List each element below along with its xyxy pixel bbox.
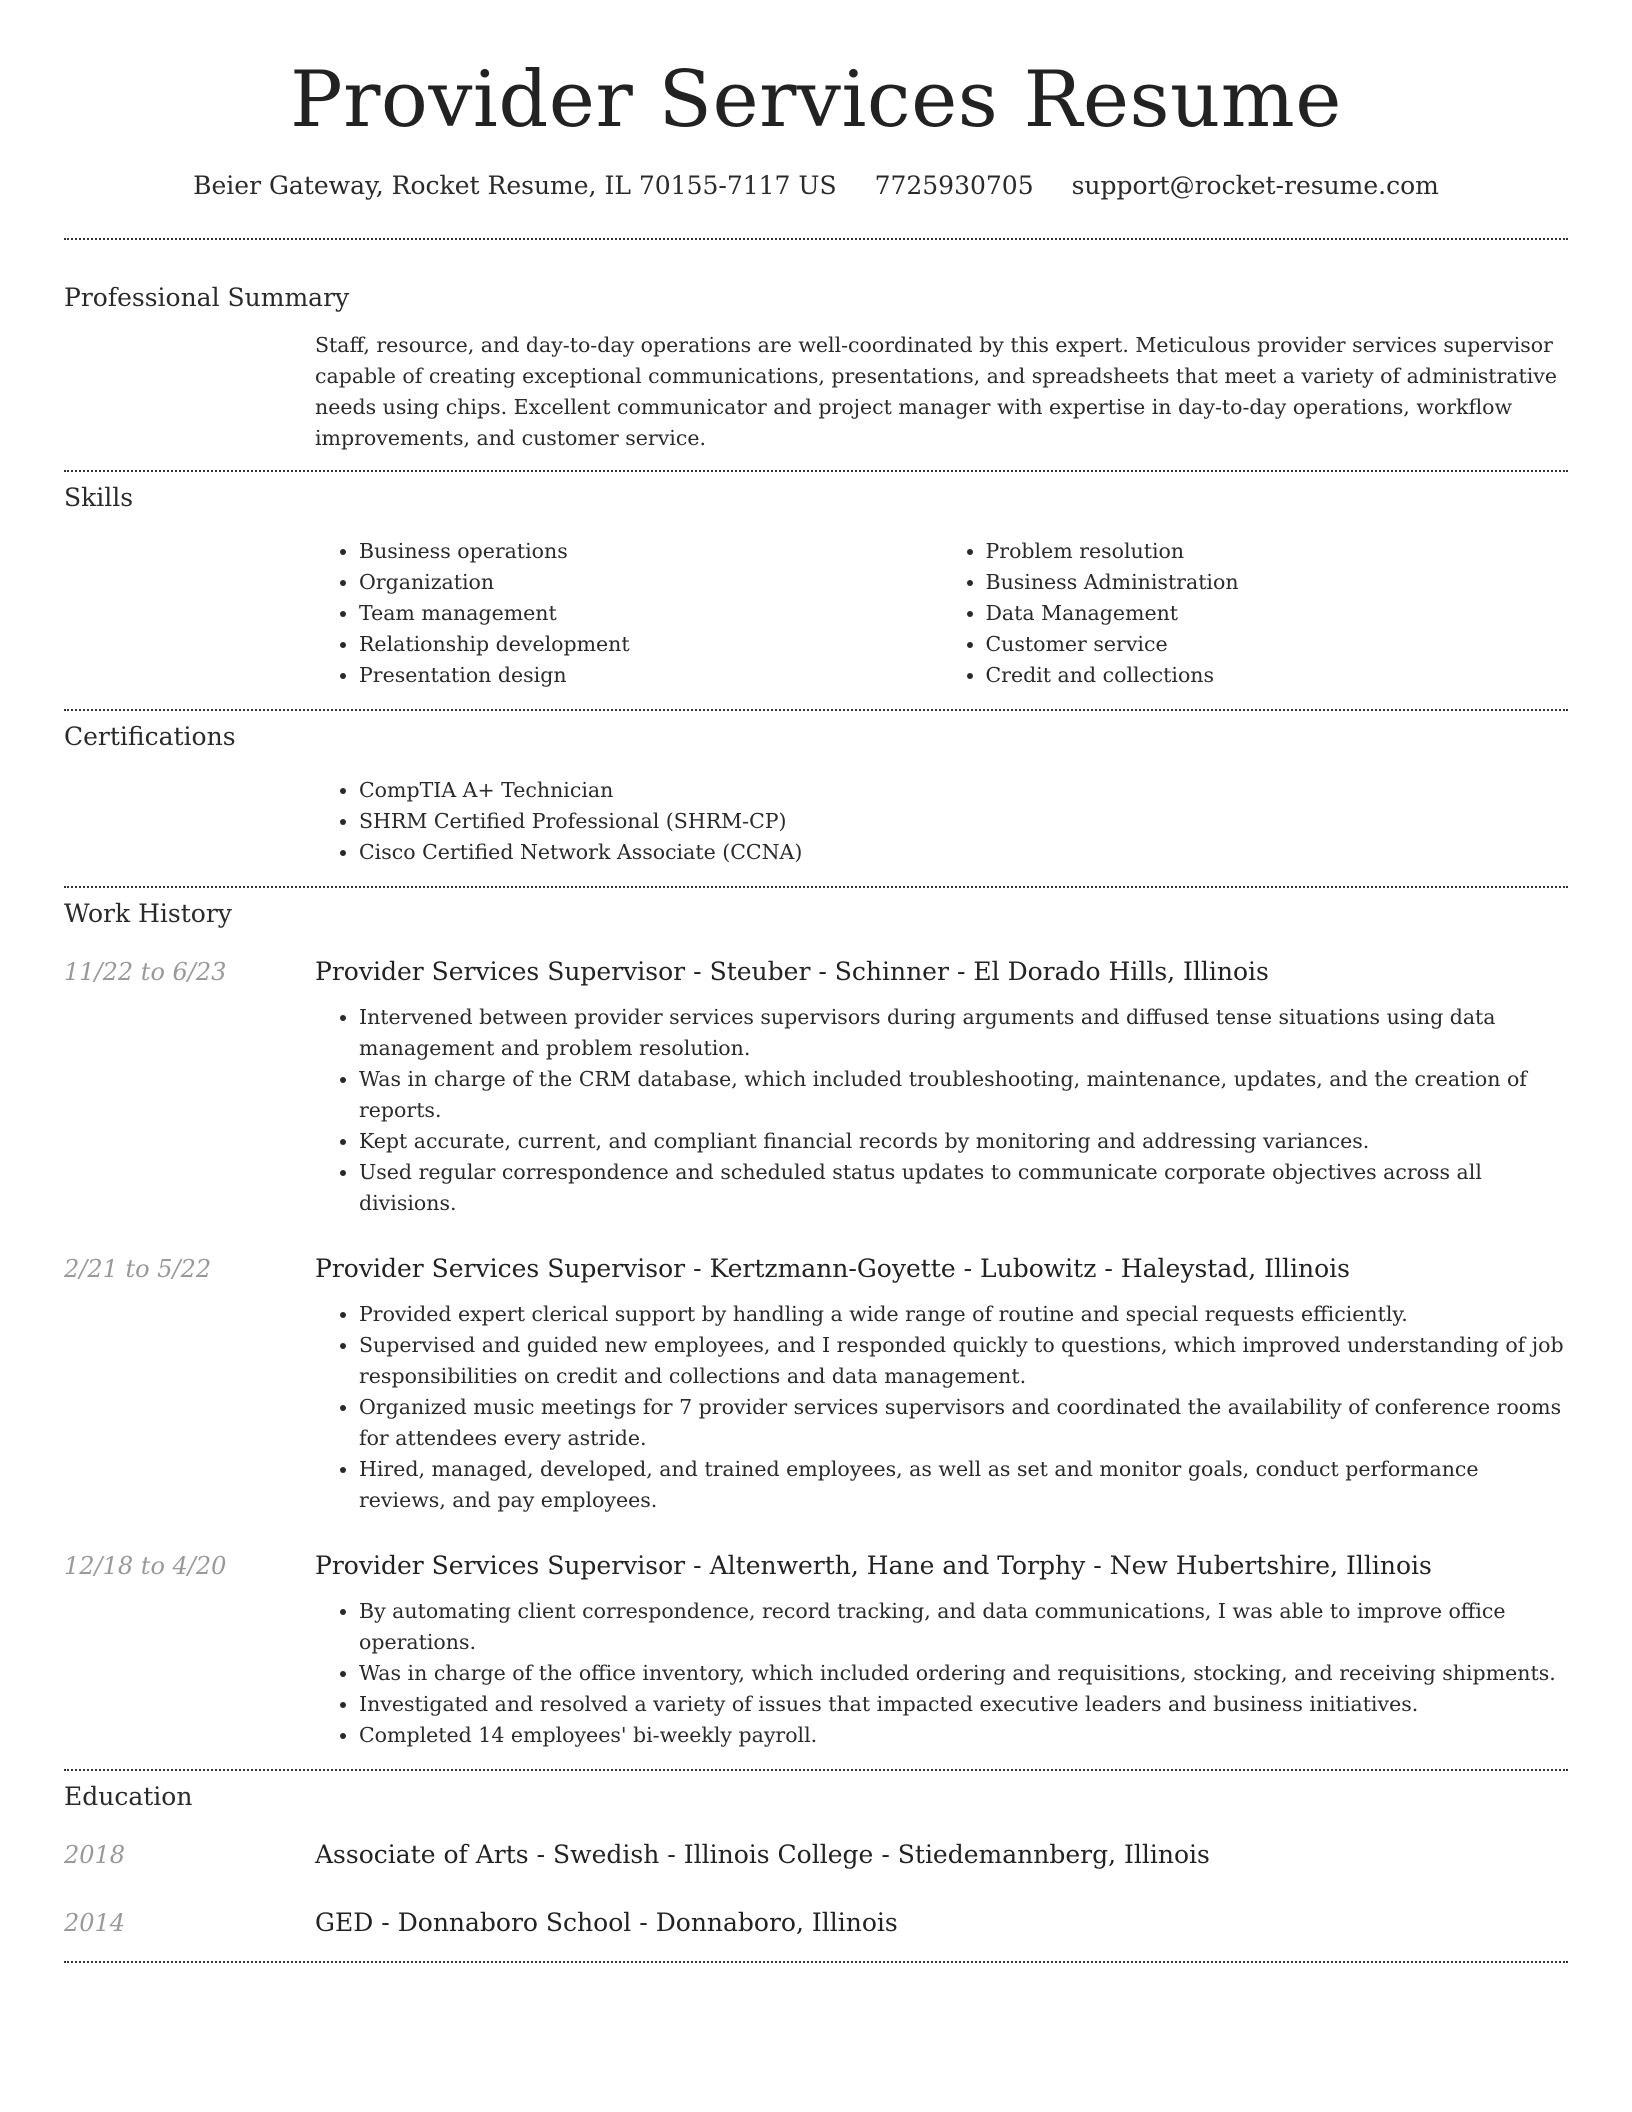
skill-item: • Customer service bbox=[986, 629, 1569, 660]
job-bullets bbox=[315, 1596, 1568, 1751]
section-title: Education bbox=[64, 1782, 193, 1811]
job-bullet: • Investigated and resolved a variety of issues that impacted executive leaders and business initiatives. bbox=[359, 1689, 1568, 1720]
job-bullet: • Used regular correspondence and scheduled status updates to communicate corporate objectives across all divisions. bbox=[359, 1157, 1568, 1219]
certifications-list bbox=[315, 775, 1568, 868]
job-bullet: • Supervised and guided new employees, and I responded quickly to questions, which improved understanding of job responsibilities on credit and collections and data management. bbox=[359, 1330, 1568, 1392]
job-dates: 2/21 to 5/22 bbox=[64, 1255, 212, 1283]
job-location: New Hubertshire, Illinois bbox=[1109, 1551, 1432, 1580]
divider bbox=[64, 1961, 1568, 1963]
education-section bbox=[64, 1781, 1568, 1939]
section-title: Professional Summary bbox=[64, 283, 350, 312]
job-entry bbox=[64, 1550, 1568, 1751]
contact-address: Beier Gateway, Rocket Resume, IL 70155-7117 US bbox=[193, 171, 837, 200]
job-bullet: • Organized music meetings for 7 provider services supervisors and coordinated the availability of conference rooms for attendees every astride. bbox=[359, 1392, 1568, 1454]
separator: - bbox=[693, 1551, 702, 1580]
skills-list-right bbox=[942, 536, 1569, 691]
job-bullet: • Kept accurate, current, and compliant financial records by monitoring and addressing variances. bbox=[359, 1126, 1568, 1157]
job-main bbox=[315, 1253, 1568, 1516]
job-bullet: • Intervened between provider services supervisors during arguments and diffused tense situations using data management and problem resolution. bbox=[359, 1002, 1568, 1064]
skill-item: • Team management bbox=[359, 598, 942, 629]
job-dates: 11/22 to 6/23 bbox=[64, 958, 227, 986]
job-company: Altenwerth, Hane and Torphy bbox=[709, 1551, 1086, 1580]
job-body bbox=[315, 1596, 1568, 1751]
separator: - bbox=[381, 1908, 390, 1937]
job-title bbox=[315, 1550, 1568, 1582]
education-location: Stiedemannberg, Illinois bbox=[897, 1840, 1210, 1869]
divider bbox=[64, 1769, 1568, 1771]
job-bullet: • Completed 14 employees' bi-weekly payroll. bbox=[359, 1720, 1568, 1751]
section-title: Certifications bbox=[64, 722, 236, 751]
education-title bbox=[315, 1907, 1568, 1939]
job-dates: 12/18 to 4/20 bbox=[64, 1552, 227, 1580]
job-body bbox=[315, 1002, 1568, 1219]
education-location: Donnaboro, Illinois bbox=[655, 1908, 898, 1937]
contact-phone: 7725930705 bbox=[874, 171, 1034, 200]
skill-item: • Data Management bbox=[986, 598, 1569, 629]
education-entry bbox=[64, 1839, 1568, 1871]
skills-grid bbox=[315, 536, 1568, 691]
certifications-body bbox=[315, 775, 1568, 868]
job-role: Provider Services Supervisor bbox=[315, 1254, 686, 1283]
work-history-section bbox=[64, 898, 1568, 1751]
education-year: 2014 bbox=[64, 1909, 126, 1937]
job-location: Haleystad, Illinois bbox=[1120, 1254, 1350, 1283]
certification-item: • Cisco Certified Network Associate (CCNA) bbox=[359, 837, 1568, 868]
education-year: 2018 bbox=[64, 1841, 126, 1869]
education-main bbox=[315, 1839, 1568, 1871]
resume-title: Provider Services Resume bbox=[290, 55, 1342, 145]
section-title: Skills bbox=[64, 483, 134, 512]
education-school: Donnaboro School bbox=[397, 1908, 632, 1937]
skill-item: • Relationship development bbox=[359, 629, 942, 660]
education-main bbox=[315, 1907, 1568, 1939]
separator: - bbox=[1093, 1551, 1102, 1580]
job-entry bbox=[64, 1253, 1568, 1516]
separator: - bbox=[536, 1840, 546, 1869]
job-role: Provider Services Supervisor bbox=[315, 1551, 686, 1580]
separator: - bbox=[667, 1840, 676, 1869]
skill-item: • Business Administration bbox=[986, 567, 1569, 598]
separator: - bbox=[1104, 1254, 1113, 1283]
certification-item: • CompTIA A+ Technician bbox=[359, 775, 1568, 806]
job-location: El Dorado Hills, Illinois bbox=[973, 957, 1269, 986]
separator: - bbox=[881, 1840, 890, 1869]
job-bullets bbox=[315, 1002, 1568, 1219]
separator: - bbox=[693, 1254, 702, 1283]
education-field: Swedish bbox=[553, 1840, 660, 1869]
section-title: Work History bbox=[64, 899, 232, 928]
skill-item: • Presentation design bbox=[359, 660, 942, 691]
contact-email: support@rocket-resume.com bbox=[1071, 171, 1439, 200]
job-main bbox=[315, 956, 1568, 1219]
summary-section bbox=[64, 282, 1568, 454]
job-bullets bbox=[315, 1299, 1568, 1516]
contact-line bbox=[0, 170, 1632, 202]
education-entry bbox=[64, 1907, 1568, 1939]
job-main bbox=[315, 1550, 1568, 1751]
divider bbox=[64, 470, 1568, 472]
job-entry bbox=[64, 956, 1568, 1219]
job-body bbox=[315, 1299, 1568, 1516]
job-bullet: • Provided expert clerical support by handling a wide range of routine and special requests efficiently. bbox=[359, 1299, 1568, 1330]
job-company: Kertzmann-Goyette - Lubowitz bbox=[709, 1254, 1097, 1283]
job-title bbox=[315, 1253, 1568, 1285]
education-degree: Associate of Arts bbox=[315, 1840, 529, 1869]
skill-item: • Business operations bbox=[359, 536, 942, 567]
skill-item: • Problem resolution bbox=[986, 536, 1569, 567]
divider bbox=[64, 238, 1568, 240]
skills-section bbox=[64, 482, 1568, 691]
separator: - bbox=[956, 957, 966, 986]
certification-item: • SHRM Certified Professional (SHRM-CP) bbox=[359, 806, 1568, 837]
separator: - bbox=[693, 957, 702, 986]
divider bbox=[64, 886, 1568, 888]
skill-item: • Organization bbox=[359, 567, 942, 598]
job-bullet: • Was in charge of the office inventory, which included ordering and requisitions, stocking, and receiving shipments. bbox=[359, 1658, 1568, 1689]
job-title bbox=[315, 956, 1568, 988]
education-school: Illinois College bbox=[683, 1840, 874, 1869]
skills-list-left bbox=[315, 536, 942, 691]
summary-text: Staff, resource, and day-to-day operations are well-coordinated by this expert. Meticulous provider services supervisor capable of creating exceptional communications, presentations, and spreadsheets that meet a variety of administrative needs using chips. Excellent communicator and project manager with expertise in day-to-day operations, workflow improvements, and customer service. bbox=[315, 333, 1557, 450]
education-degree: GED bbox=[315, 1908, 374, 1937]
job-bullet: • Hired, managed, developed, and trained employees, as well as set and monitor goals, conduct performance reviews, and pay employees. bbox=[359, 1454, 1568, 1516]
education-title bbox=[315, 1839, 1568, 1871]
skill-item: • Credit and collections bbox=[986, 660, 1569, 691]
job-company: Steuber - Schinner bbox=[709, 957, 949, 986]
separator: - bbox=[639, 1908, 648, 1937]
certifications-section bbox=[64, 721, 1568, 868]
job-bullet: • By automating client correspondence, record tracking, and data communications, I was able to improve office operations. bbox=[359, 1596, 1568, 1658]
job-bullet: • Was in charge of the CRM database, which included troubleshooting, maintenance, updates, and the creation of reports. bbox=[359, 1064, 1568, 1126]
divider bbox=[64, 709, 1568, 711]
job-role: Provider Services Supervisor bbox=[315, 957, 686, 986]
